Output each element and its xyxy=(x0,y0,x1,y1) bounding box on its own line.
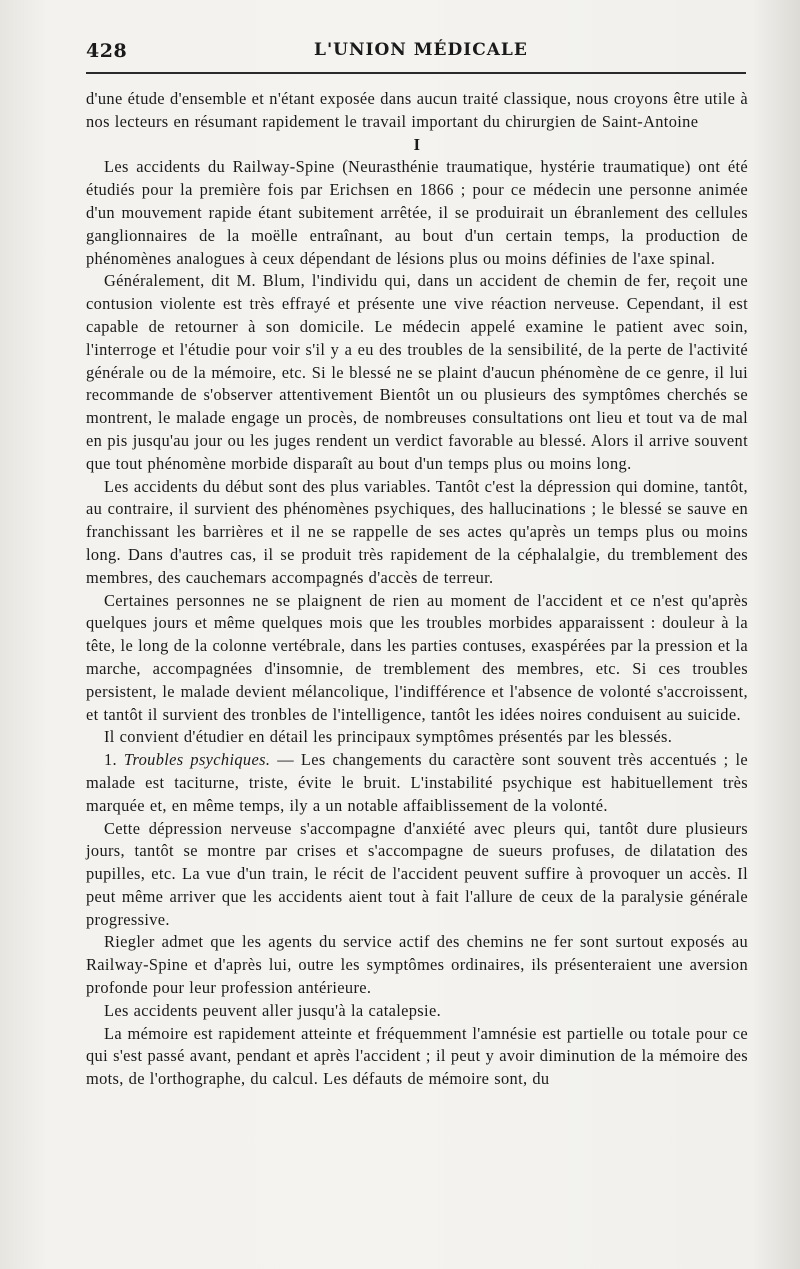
paragraph-memoire: La mémoire est rapidement atteinte et fréquemment l'amnésie est partielle ou totale pour ce qui s'est passé avant, pendant et après l'accident ; il peut y avoir diminution de la mémoire des mots, de l'orthographe, du calcul. Les défauts de mémoire sont, du xyxy=(86,1023,748,1089)
paragraph-erichsen: Les accidents du Railway-Spine (Neurasthénie traumatique, hystérie traumatique) ont été étudiés pour la première fois par Erichsen en 1866 ; pour ce médecin une personne animée d'un mouvement rapide étant subitement arrêtée, il se produirait un ébranlement des cellules ganglionnaires de la moëlle entraînant, au bout d'un certain temps, la production de phénomènes analogues à ceux dépendant de lésions plus ou moins définies de l'axe spinal. xyxy=(86,157,748,268)
paragraph-symptomes: Il convient d'étudier en détail les principaux symptômes présentés par les blessés. xyxy=(104,727,673,747)
paragraph-debut: Les accidents du début sont des plus variables. Tantôt c'est la dépression qui domine, tantôt, au contraire, il survient des phénomènes psychiques, des hallucinations ; le blessé se sauve en franchissant les barrières et il ne se rappelle de ses actes qu'après un temps plus ou moins long. Dans d'autres cas, il se produit très rapidement de la céphalalgie, du tremblement des membres, des cauchemars accompagnés d'accès de terreur. xyxy=(86,476,748,587)
section-heading: I xyxy=(413,134,421,154)
paragraph-riegler: Riegler admet que les agents du service actif des chemins ne fer sont surtout exposés au Railway-Spine et d'après lui, outre les symptômes ordinaires, ils présenteraient une aversion profonde pour leur profession antérieure. xyxy=(86,932,748,998)
running-title: L'UNION MÉDICALE xyxy=(314,40,528,60)
header-rule xyxy=(86,72,746,74)
paragraph-catalepsie: Les accidents peuvent aller jusqu'à la catalepsie. xyxy=(104,1000,442,1020)
page-header xyxy=(86,36,746,66)
paragraph-intro: d'une étude d'ensemble et n'étant exposée dans aucun traité classique, nous croyons être utile à nos lecteurs en résumant rapidement le travail important du chirurgien de Saint-Antoine xyxy=(86,89,748,131)
paragraph-certaines: Certaines personnes ne se plaignent de rien au moment de l'accident et ce n'est qu'après quelques jours et même quelques mois que les troubles morbides apparaissent : douleur à la tête, le long de la colonne vertébrale, dans les parties contuses, exaspérées par la pression et la marche, accompagnées d'insomnie, de tremblement des membres, etc. Si ces troubles persistent, le malade devient mélancolique, l'indifférence et l'absence de volonté s'accroissent, et tantôt il survient des tronbles de l'intelligence, tantôt les idées noires conduisent au suicide. xyxy=(86,590,748,724)
list-number: 1. xyxy=(104,750,117,770)
article-body xyxy=(86,88,748,1091)
subsection-text: — Les changements du caractère sont souvent très accentués ; le malade est taciturne, triste, évite le bruit. L'instabilité psychique est habituellement très marquée et, en même temps, ily a un notable affaiblissement de la volonté. xyxy=(86,750,749,815)
paragraph-blum: Généralement, dit M. Blum, l'individu qui, dans un accident de chemin de fer, reçoit une contusion violente est très effrayé et présente une vive réaction nerveuse. Cependant, il est capable de retourner à son domicile. Le médecin appelé examine le patient avec soin, l'interroge et l'étudie pour voir s'il y a eu des troubles de la sensibilité, de la perte de l'activité générale ou de la mémoire, etc. Si le blessé ne se plaint d'aucun phénomène de ce genre, il lui recommande de s'observer attentivement Bientôt un ou plusieurs des symptômes cherchés se montrent, le malade engage un procès, de nombreuses consultations ont lieu et tout va de mal en pis jusqu'au jour ou les juges rendent un verdict favorable au blessé. Alors il arrive souvent que tout phénomène morbide disparaît au bout d'un temps plus ou moins long. xyxy=(86,271,748,473)
paragraph-troubles-psychiques xyxy=(86,749,748,817)
paragraph-depression: Cette dépression nerveuse s'accompagne d'anxiété avec pleurs qui, tantôt dure plusieurs jours, tantôt se montre par crises et s'accompagne de sueurs profuses, de dilatation des pupilles, etc. La vue d'un train, le récit de l'accident peuvent suffire à provoquer un accès. Il peut même arriver que les accidents aient tout à fait l'allure de ceux de la paralysie générale progressive. xyxy=(86,818,748,929)
page-number: 428 xyxy=(86,40,128,62)
subsection-title: Troubles psychiques. xyxy=(123,750,271,770)
